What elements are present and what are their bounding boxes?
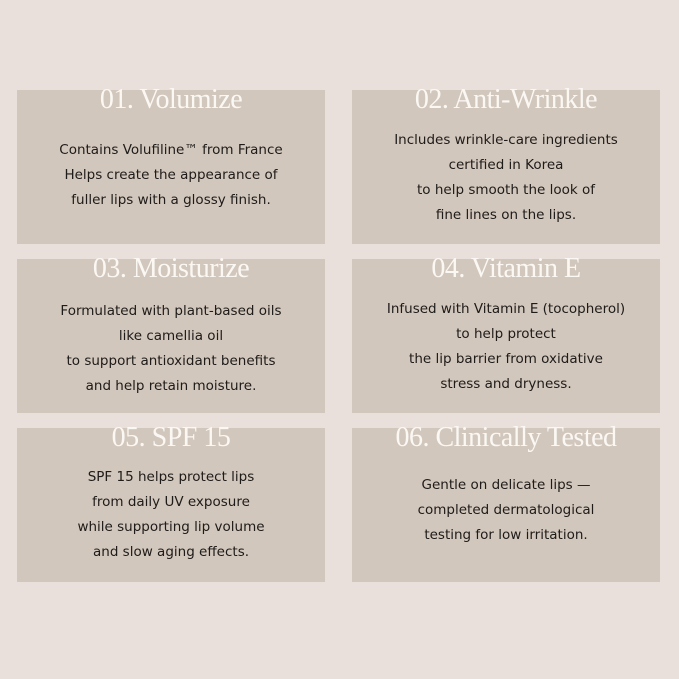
- description-line: to help protect: [456, 326, 556, 342]
- feature-title: 05. SPF 15: [111, 422, 231, 453]
- feature-card: [352, 253, 660, 413]
- feature-title: 02. Anti-Wrinkle: [414, 84, 598, 115]
- description-line: fine lines on the lips.: [435, 207, 577, 223]
- description-line: and slow aging effects.: [92, 544, 250, 560]
- feature-card: [17, 84, 325, 244]
- description-line: like camellia oil: [118, 328, 224, 344]
- description-line: while supporting lip volume: [77, 519, 265, 535]
- feature-description: [352, 128, 660, 228]
- description-line: testing for low irritation.: [424, 527, 588, 543]
- feature-title: 04. Vitamin E: [431, 253, 581, 284]
- feature-title: 01. Volumize: [99, 84, 243, 115]
- feature-card: [352, 422, 660, 582]
- feature-title: 03. Moisturize: [92, 253, 250, 284]
- feature-card: [17, 422, 325, 582]
- feature-description: [17, 299, 325, 399]
- feature-description: [352, 473, 660, 548]
- description-line: from daily UV exposure: [92, 494, 250, 510]
- description-line: Helps create the appearance of: [64, 167, 278, 183]
- feature-description: [17, 138, 325, 213]
- description-line: Contains Volufiline™ from France: [59, 142, 283, 158]
- description-line: Gentle on delicate lips —: [421, 477, 591, 493]
- description-line: the lip barrier from oxidative: [409, 351, 603, 367]
- feature-description: [352, 297, 660, 397]
- description-line: stress and dryness.: [440, 376, 572, 392]
- description-line: and help retain moisture.: [85, 378, 257, 394]
- feature-card: [352, 84, 660, 244]
- feature-card: [17, 253, 325, 413]
- description-line: fuller lips with a glossy finish.: [71, 192, 271, 208]
- feature-description: [17, 465, 325, 565]
- description-line: SPF 15 helps protect lips: [87, 469, 255, 485]
- description-line: certified in Korea: [448, 157, 564, 173]
- description-line: Infused with Vitamin E (tocopherol): [386, 301, 626, 317]
- feature-title: 06. Clinically Tested: [395, 422, 617, 453]
- description-line: Includes wrinkle-care ingredients: [394, 132, 618, 148]
- description-line: completed dermatological: [417, 502, 595, 518]
- description-line: Formulated with plant-based oils: [60, 303, 282, 319]
- description-line: to help smooth the look of: [417, 182, 595, 198]
- description-line: to support antioxidant benefits: [66, 353, 276, 369]
